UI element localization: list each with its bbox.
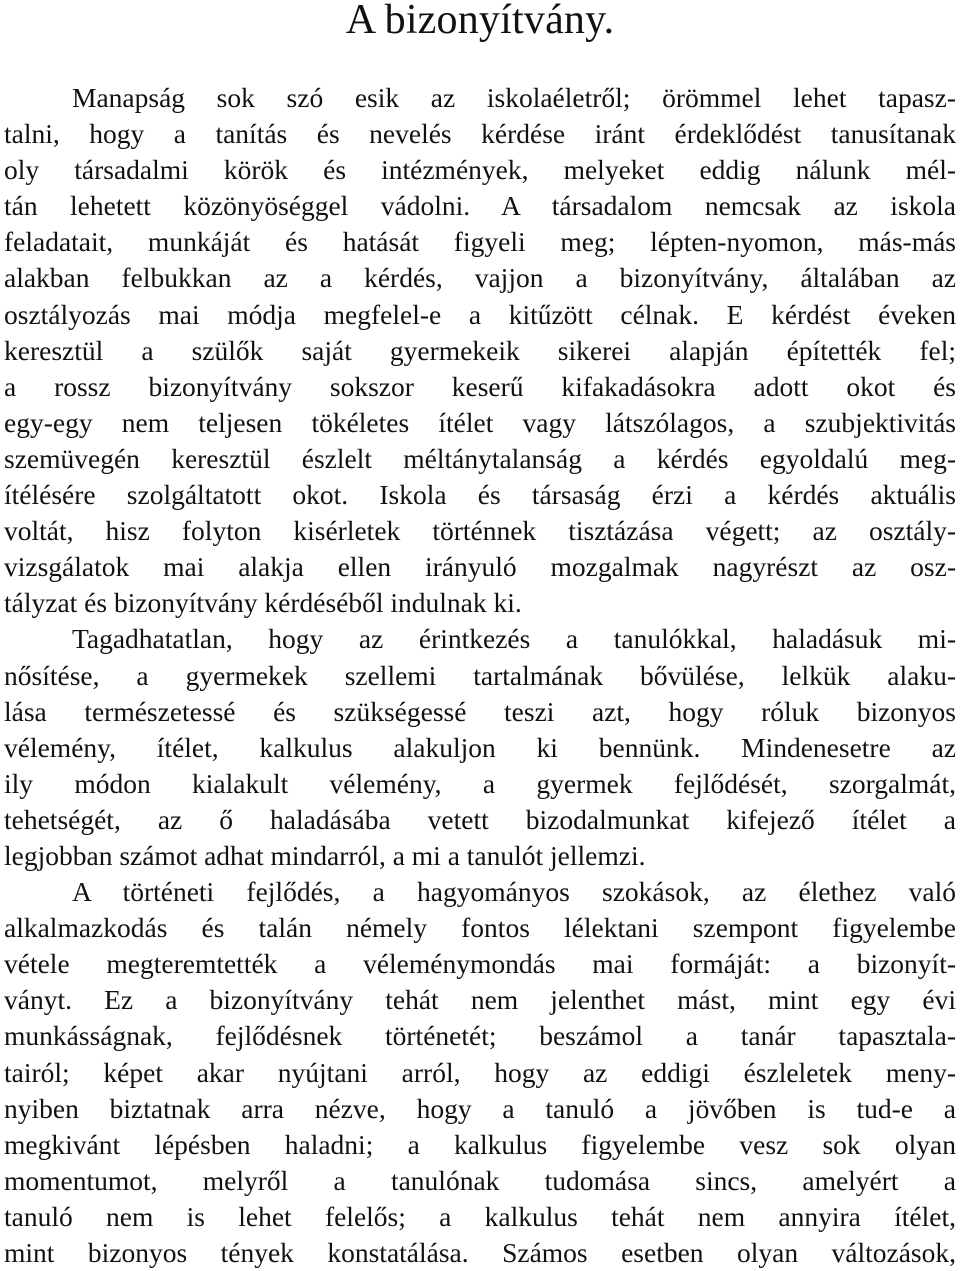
text-line: mint bizonyos tények konstatálása. Számos esetben olyan változások, (4, 1237, 956, 1268)
text-line: Manapság sok szó esik az iskolaéletről; örömmel lehet tapasz- (72, 82, 956, 113)
text-line: egy-egy nem teljesen tökéletes ítélet vagy látszólagos, a szubjektivitás (4, 406, 956, 438)
text-line: vélemény, ítélet, kalkulus alakuljon ki bennünk. Mindenesetre az (4, 731, 956, 763)
text-line: tanuló nem is lehet felelős; a kalkulus tehát nem annyira ítélet, (4, 1200, 956, 1232)
text-line: lása természetessé és szükségessé teszi azt, hogy róluk bizonyos (4, 695, 956, 727)
text-line: ily módon kialakult vélemény, a gyermek fejlődését, szorgalmát, (4, 767, 956, 799)
text-line: oly társadalmi körök és intézmények, melyeket eddig nálunk mél- (4, 154, 956, 186)
text-line: alkalmazkodás és talán némely fontos lélektani szempont figyelembe (4, 912, 956, 944)
text-line: vizsgálatok mai alakja ellen irányuló mozgalmak nagyrészt az osz- (4, 551, 956, 583)
text-line: a rossz bizonyítvány sokszor keserű kifakadásokra adott okot és (4, 370, 956, 402)
text-line: tán lehetett közönyöséggel vádolni. A társadalom nemcsak az iskola (4, 190, 956, 222)
page-title: A bizonyítvány. (345, 0, 615, 43)
text-line: voltát, hisz folyton kisérletek történnek tisztázása végett; az osztály- (4, 515, 956, 547)
text-line: alakban felbukkan az a kérdés, vajjon a bizonyítvány, általában az (4, 262, 956, 294)
text-line: tályzat és bizonyítvány kérdéséből indulnak ki. (4, 587, 522, 619)
text-line: tehetségét, az ő haladásába vetett bizodalmunkat kifejező ítélet a (4, 803, 956, 835)
text-line: vétele megteremtették a véleménymondás mai formáját: a bizonyít- (4, 948, 956, 980)
text-line: munkásságnak, fejlődésnek történetét; beszámol a tanár tapasztala- (4, 1020, 956, 1052)
text-line: tairól; képet akar nyújtani arról, hogy az eddigi észleletek meny- (4, 1056, 956, 1088)
text-line: Tagadhatatlan, hogy az érintkezés a tanulókkal, haladásuk mi- (72, 623, 956, 655)
text-line: osztályozás mai módja megfelel-e a kitűzött célnak. E kérdést éveken (4, 298, 956, 330)
text-line: nyiben biztatnak arra nézve, hogy a tanuló a jövőben is tud-e a (4, 1092, 956, 1124)
text-line: momentumot, melyről a tanulónak tudomása sincs, amelyért a (4, 1164, 956, 1196)
text-line: nősítése, a gyermekek szellemi tartalmának bővülése, lelkük alaku- (4, 659, 956, 691)
text-line: ványt. Ez a bizonyítvány tehát nem jelenthet mást, mint egy évi (4, 984, 956, 1016)
text-line: keresztül a szülők saját gyermekeik sikerei alapján építették fel; (4, 334, 956, 366)
text-line: megkivánt lépésben haladni; a kalkulus figyelembe vesz sok olyan (4, 1128, 956, 1160)
body-text (4, 80, 956, 1271)
text-line: talni, hogy a tanítás és nevelés kérdése iránt érdeklődést tanusítanak (4, 118, 956, 150)
text-line: A történeti fejlődés, a hagyományos szokások, az élethez való (72, 876, 956, 908)
text-line: ítélésére szolgáltatott okot. Iskola és társaság érzi a kérdés aktuális (4, 479, 956, 511)
text-line: legjobban számot adhat mindarról, a mi a tanulót jellemzi. (4, 839, 646, 871)
text-line: szemüvegén keresztül észlelt méltánytalanság a kérdés egyoldalú meg- (4, 442, 956, 474)
text-line: feladatait, munkáját és hatását figyeli meg; lépten-nyomon, más-más (4, 226, 956, 258)
